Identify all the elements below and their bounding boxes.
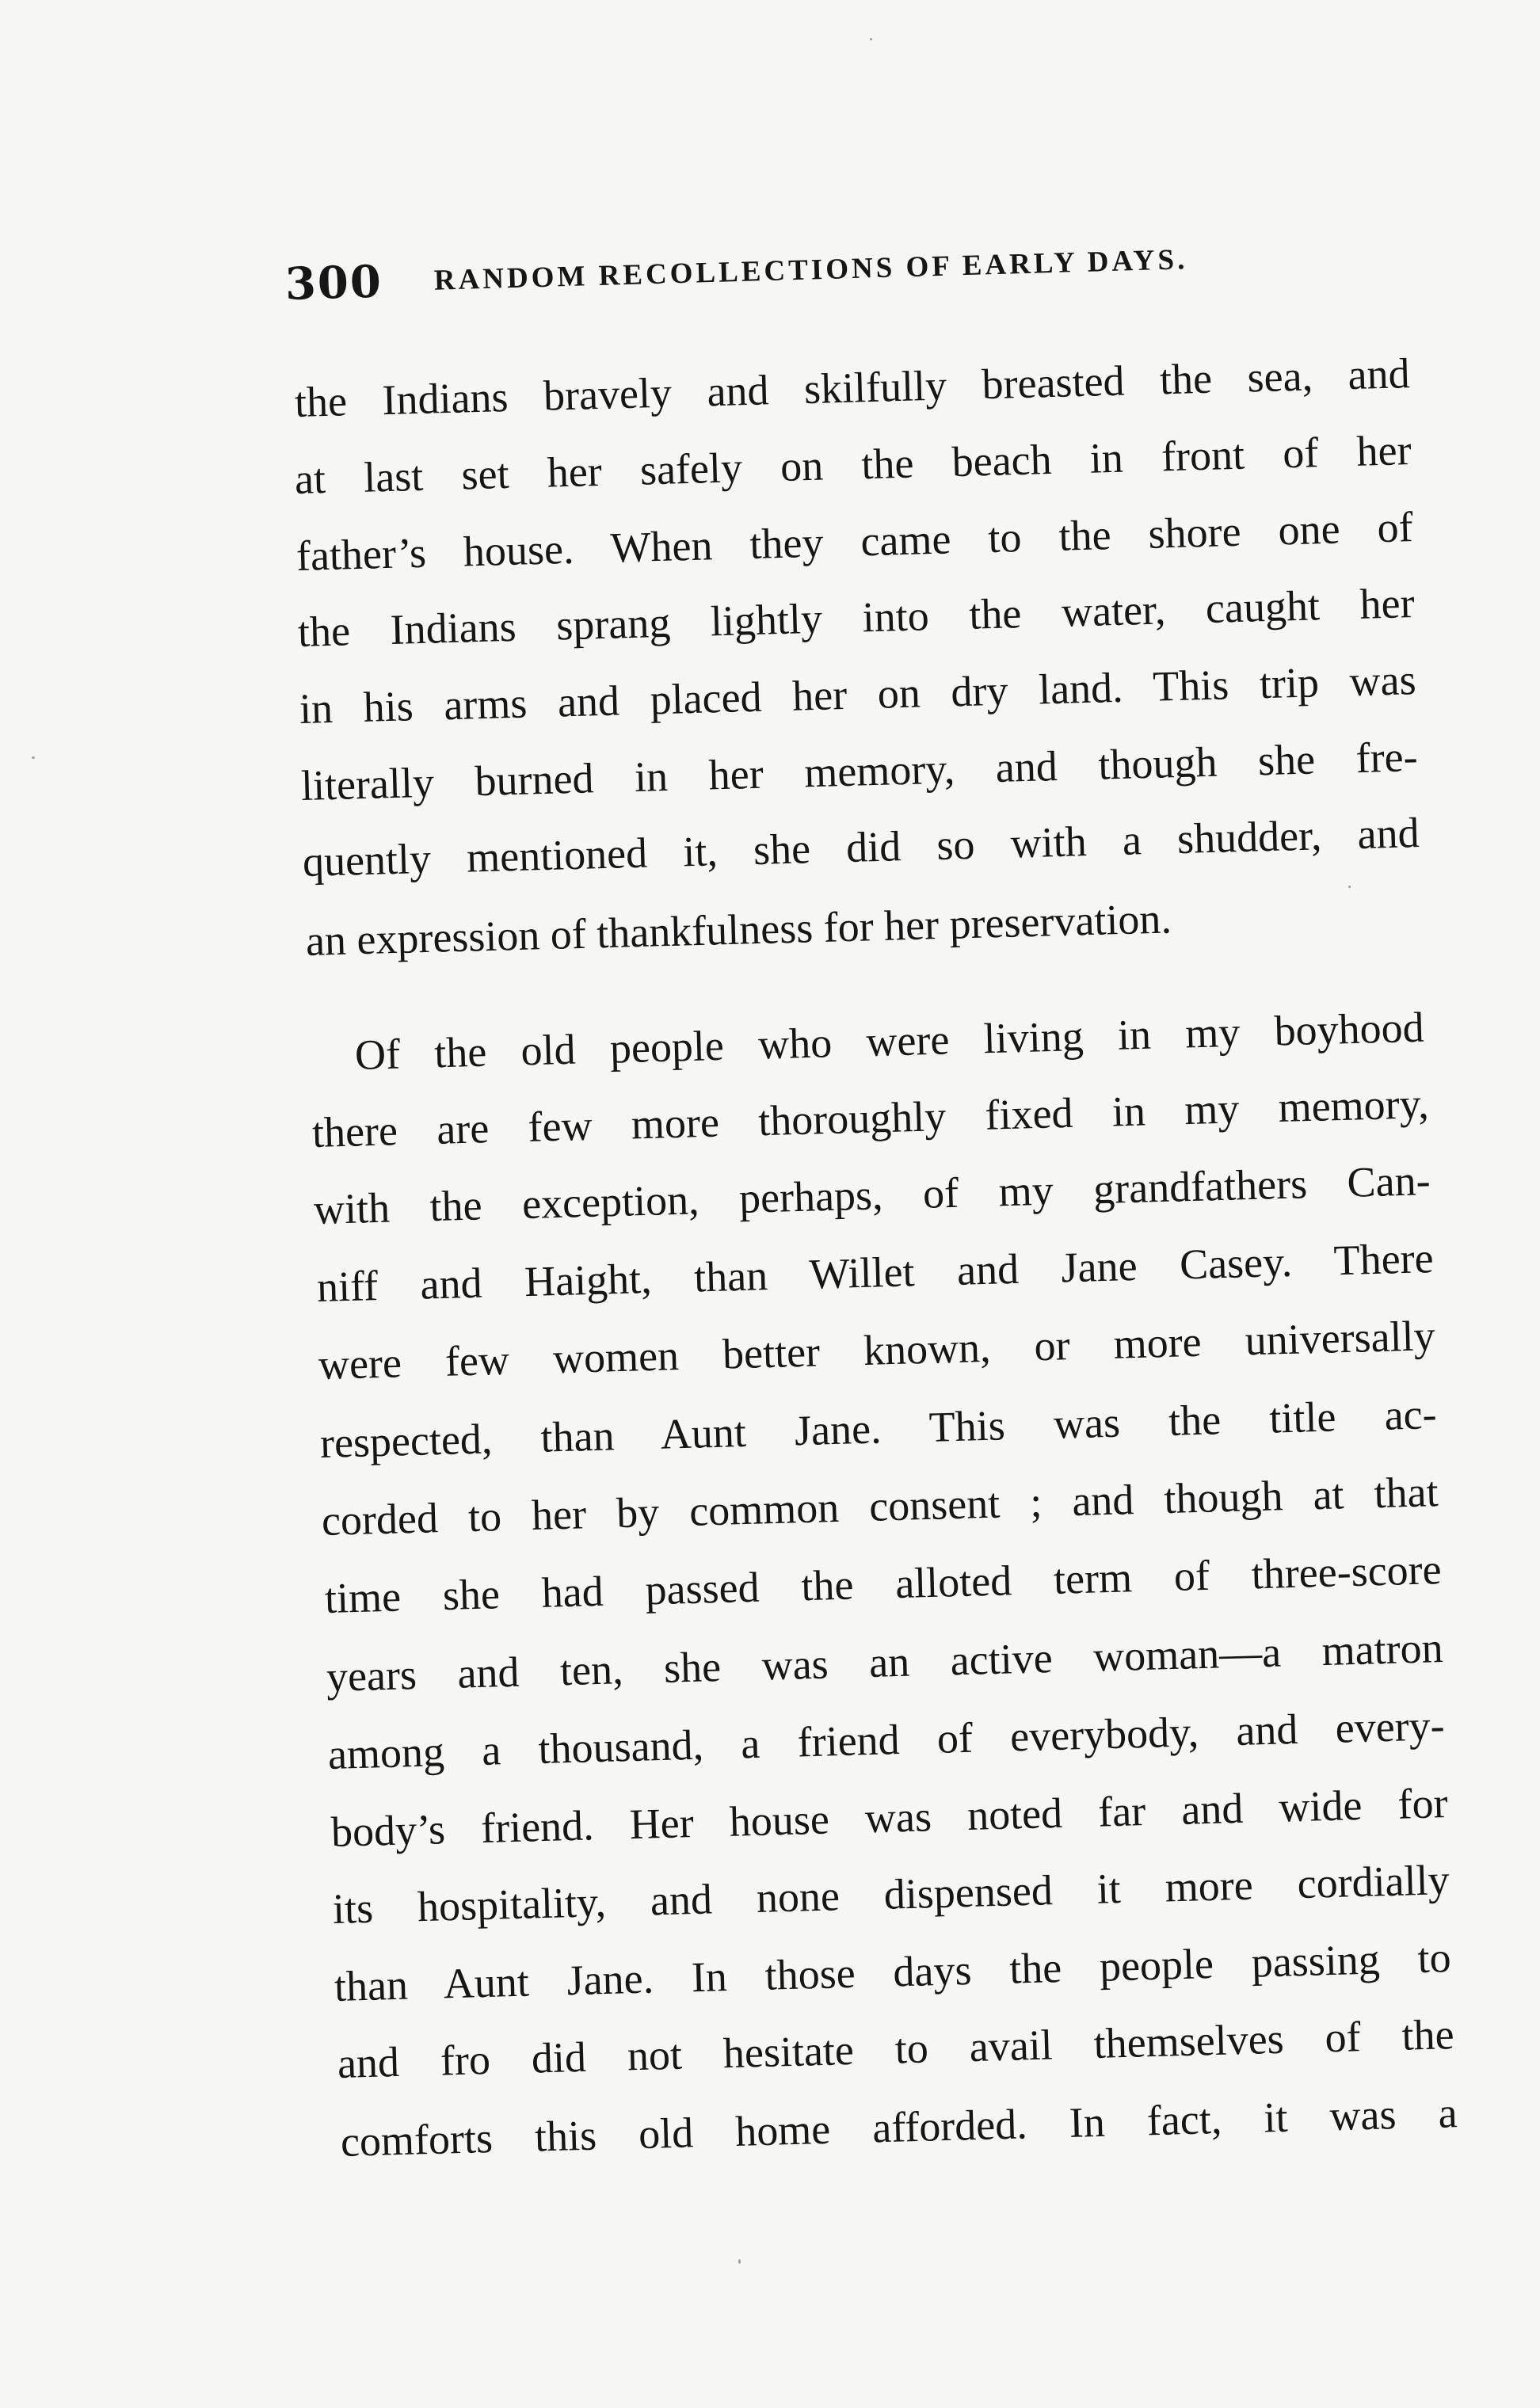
text-line: with the exception, perhaps, of my grandfathers Can- — [313, 1156, 1431, 1233]
text-line: time she had passed the alloted term of three-score — [324, 1545, 1443, 1622]
text-line: were few women better known, or more universally — [318, 1312, 1436, 1389]
text-line: respected, than Aunt Jane. This was the title ac- — [319, 1390, 1438, 1467]
text-line: literally burned in her memory, and though she fre- — [300, 733, 1419, 810]
text-line: at last set her safely on the beach in front of her — [294, 426, 1412, 503]
text-line: among a thousand, a friend of everybody, and every- — [327, 1701, 1446, 1778]
text-line: corded to her by common consent ; and though at that — [321, 1468, 1439, 1545]
text-line: comforts this old home afforded. In fact, it was a — [340, 2089, 1458, 2166]
text-line: niff and Haight, than Willet and Jane Casey. There — [316, 1234, 1435, 1311]
running-title: RANDOM RECOLLECTIONS OF EARLY DAYS. — [433, 242, 1188, 297]
text-line: than Aunt Jane. In those days the people passing to — [334, 1934, 1452, 2010]
text-line: father’s house. When they came to the shore one of — [295, 503, 1414, 580]
text-line: years and ten, she was an active woman—a matron — [326, 1624, 1444, 1701]
running-head — [284, 229, 1339, 314]
text-line: Of the old people who were living in my boyhood — [354, 1003, 1425, 1079]
text-line: the Indians bravely and skilfully breasted the sea, and — [294, 349, 1411, 426]
text-line: body’s friend. Her house was noted far and wide for — [330, 1779, 1449, 1856]
text-line: and fro did not hesitate to avail themselves of the — [337, 2010, 1455, 2087]
text-line: in his arms and placed her on dry land. This trip was — [299, 656, 1417, 733]
text-line: there are few more thoroughly fixed in my memory, — [311, 1080, 1430, 1156]
text-line: its hospitality, and none dispensed it more cordially — [332, 1856, 1450, 1933]
page-number: 300 — [284, 255, 383, 311]
text-line: an expression of thankfulness for her preservation. — [305, 894, 1172, 965]
text-line: quently mentioned it, she did so with a shudder, and — [302, 809, 1420, 886]
text-line: the Indians sprang lightly into the water, caught her — [297, 579, 1416, 656]
